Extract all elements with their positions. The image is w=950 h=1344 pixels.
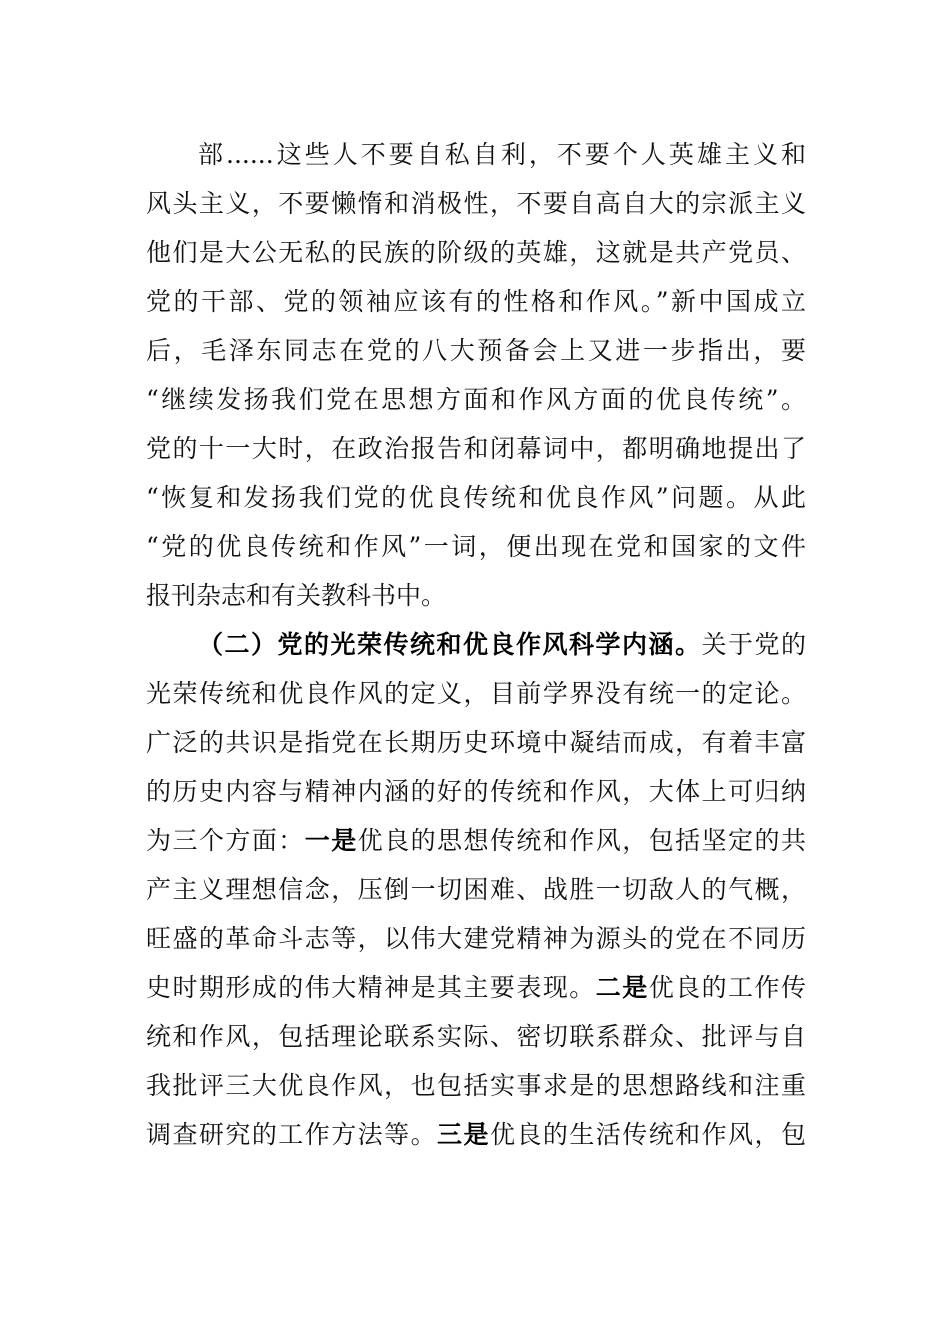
marker-third: 三是 <box>437 1120 490 1149</box>
marker-first: 一是 <box>304 826 358 855</box>
paragraph-1-line-10: 报刊杂志和有关教科书中。 <box>146 581 447 610</box>
paragraph-1-line-6: “继续发扬我们党在思想方面和作风方面的优良传统”。 <box>146 385 806 414</box>
line-5-suffix: 优良的思想传统和作风，包括坚定的共 <box>357 826 806 855</box>
paragraph-2-line-10: 我批评三大优良作风，也包括实事求是的思想路线和注重 <box>146 1071 806 1100</box>
paragraph-2-line-6: 产主义理想信念，压倒一切困难、战胜一切敌人的气概， <box>146 875 806 904</box>
paragraph-2-line-11 <box>146 1110 806 1159</box>
paragraph-2-line-9: 统和作风，包括理论联系实际、密切联系群众、批评与自 <box>146 1022 806 1051</box>
line-5-prefix: 为三个方面： <box>146 826 305 855</box>
paragraph-1-line-2: 风头主义，不要懒惰和消极性，不要自高自大的宗派主义 <box>146 189 806 218</box>
paragraph-1-line-7: 党的十一大时，在政治报告和闭幕词中，都明确地提出了 <box>146 434 806 463</box>
paragraph-2-line-4: 的历史内容与精神内涵的好的传统和作风，大体上可归纳 <box>146 777 806 806</box>
line-11-suffix: 优良的生活传统和作风，包 <box>489 1120 806 1149</box>
paragraph-2-line-5 <box>146 816 806 865</box>
line-11-prefix: 调查研究的工作方法等。 <box>146 1120 438 1149</box>
paragraph-2-line-3: 广泛的共识是指党在长期历史环境中凝结而成，有着丰富 <box>146 728 806 757</box>
paragraph-1-line-1: 部......这些人不要自私自利，不要个人英雄主义和 <box>198 140 806 169</box>
body-text <box>146 130 806 1159</box>
paragraph-2-line-2: 光荣传统和优良作风的定义，目前学界没有统一的定论。 <box>146 679 806 708</box>
paragraph-2-line-1-text: 关于党的 <box>701 630 806 659</box>
paragraph-2-line-7: 旺盛的革命斗志等，以伟大建党精神为源头的党在不同历 <box>146 924 806 953</box>
paragraph-1-line-4: 党的干部、党的领袖应该有的性格和作风。”新中国成立 <box>146 287 806 316</box>
paragraph-2-line-8 <box>146 963 806 1012</box>
paragraph-1-line-9: “党的优良传统和作风”一词，便出现在党和国家的文件 <box>146 532 806 561</box>
paragraph-1-line-3: 他们是大公无私的民族的阶级的英雄，这就是共产党员、 <box>146 238 806 267</box>
paragraph-2-line-1 <box>146 620 806 669</box>
paragraph-1-line-5: 后，毛泽东同志在党的八大预备会上又进一步指出，要 <box>146 336 806 365</box>
marker-second: 二是 <box>595 973 649 1002</box>
line-8-prefix: 史时期形成的伟大精神是其主要表现。 <box>146 973 596 1002</box>
section-heading: （二）党的光荣传统和优良作风科学内涵。 <box>198 630 702 659</box>
paragraph-1-line-8: “恢复和发扬我们党的优良传统和优良作风”问题。从此 <box>146 483 806 512</box>
line-8-suffix: 优良的工作传 <box>648 973 806 1002</box>
